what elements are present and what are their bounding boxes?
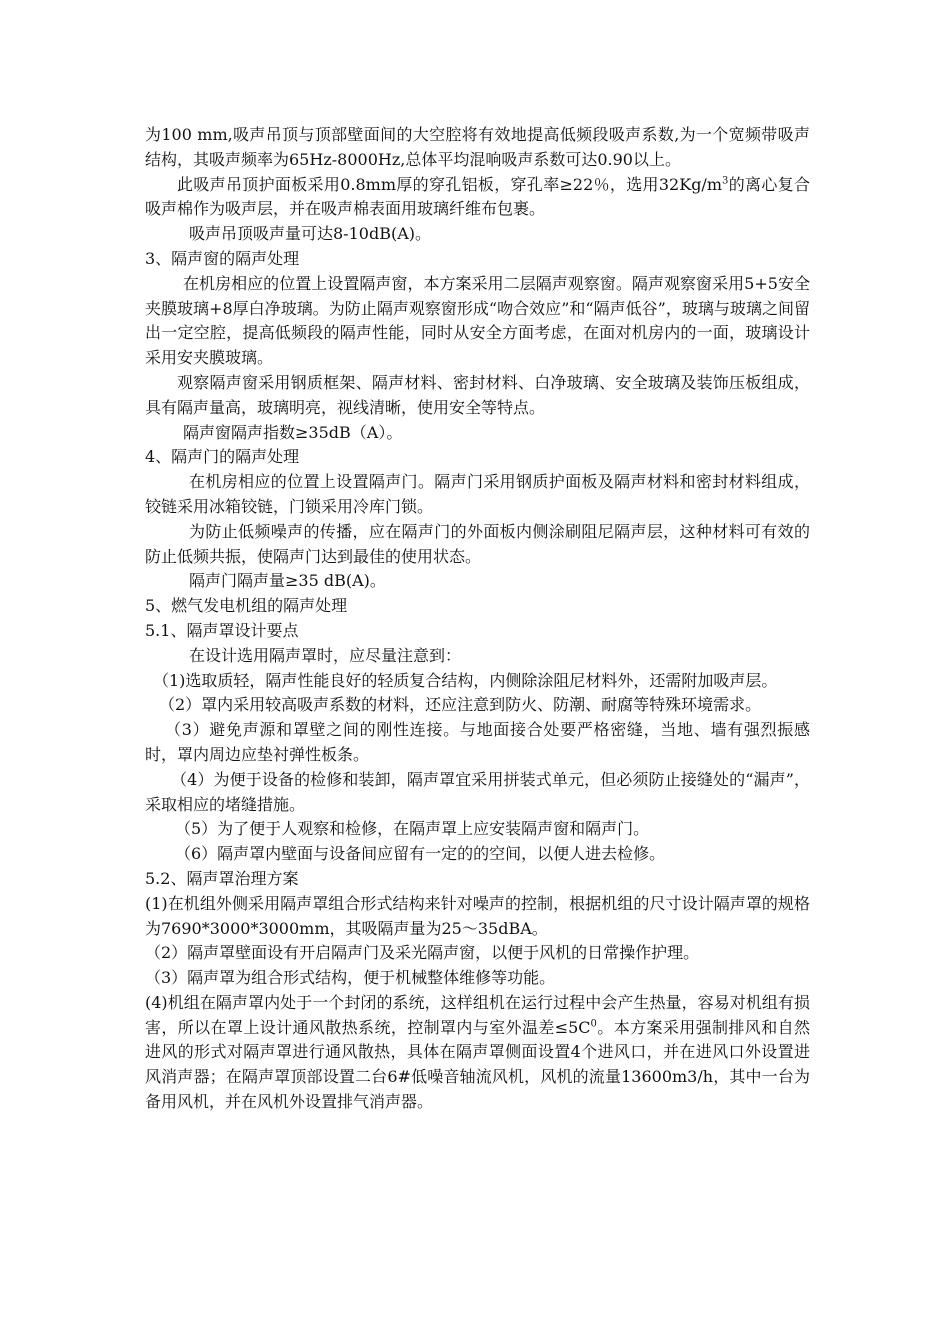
paragraph: 在机房相应的位置上设置隔声窗，本方案采用二层隔声观察窗。隔声观察窗采用5+5安全夹膜玻璃+8厚白净玻璃。为防止隔声观察窗形成“吻合效应”和“隔声低谷”，玻璃与玻璃之间留出一定空腔，提高低频段的隔声性能，同时从安全方面考虑，在面对机房内的一面，玻璃设计采用安夹膜玻璃。 — [145, 273, 810, 368]
subsection-heading: 5.1、隔声罩设计要点 — [145, 620, 299, 640]
list-item: （2）隔声罩壁面设有开启隔声门及采光隔声窗，以便于风机的日常操作护理。 — [145, 943, 700, 963]
superscript: 3 — [722, 175, 729, 187]
list-item: （3）避免声源和罩壁之间的刚性连接。与地面接合处要严格密缝，当地、墙有强烈振感时，罩内周边应垫衬弹性板条。 — [145, 720, 810, 764]
paragraph: 在设计选用隔声罩时，应尽量注意到： — [189, 645, 462, 665]
paragraph: 在机房相应的位置上设置隔声门。隔声门采用钢质护面板及隔声材料和密封材料组成，铰链采用冰箱铰链，门锁采用冷库门锁。 — [145, 472, 810, 516]
paragraph: 吸声吊顶吸声量可达8-10dB(A)。 — [189, 224, 431, 244]
paragraph — [145, 173, 810, 223]
paragraph-text: 。本方案采用强制排风和自然进风的形式对隔声罩进行通风散热，具体在隔声罩侧面设置4个进风口，并在进风口外设置进风消声器；在隔声罩顶部设置二台6#低噪音轴流风机，风机的流量13600m3/h，其中一台为备用风机，并在风机外设置排气消声器。 — [145, 1017, 810, 1112]
section-heading: 3、隔声窗的隔声处理 — [145, 248, 300, 268]
list-item: （3）隔声罩为组合形式结构，便于机械整体维修等功能。 — [145, 968, 556, 988]
list-item: （5）为了便于人观察和检修，在隔声罩上应安装隔声窗和隔声门。 — [175, 819, 650, 839]
paragraph: 隔声门隔声量≥35 dB(A)。 — [189, 571, 386, 591]
list-item: （4）为便于设备的检修和装卸，隔声罩宜采用拼装式单元，但必须防止接缝处的“漏声”，采取相应的堵缝措施。 — [145, 769, 810, 814]
subsection-heading: 5.2、隔声罩治理方案 — [145, 868, 299, 888]
superscript: 0 — [590, 1018, 597, 1030]
paragraph: 为100 mm,吸声吊顶与顶部壁面间的大空腔将有效地提高低频段吸声系数,为一个宽频带吸声结构，其吸声频率为65Hz-8000Hz,总体平均混响吸声系数可达0.90以上。 — [145, 125, 810, 169]
list-item: (1)在机组外侧采用隔声罩组合形式结构来针对噪声的控制，根据机组的尺寸设计隔声罩的规格为7690*3000*3000mm，其吸隔声量为25～35dBA。 — [145, 893, 810, 938]
paragraph-text: 此吸声吊顶护面板采用0.8mm厚的穿孔铝板，穿孔率≥22％，选用32Kg/m — [177, 174, 722, 194]
paragraph: 隔声窗隔声指数≥35dB（A）。 — [183, 422, 403, 442]
paragraph: 观察隔声窗采用钢质框架、隔声材料、密封材料、白净玻璃、安全玻璃及装饰压板组成，具有隔声量高，玻璃明亮，视线清晰，使用安全等特点。 — [145, 372, 810, 417]
list-item: （6）隔声罩内壁面与设备间应留有一定的的空间，以便人进去检修。 — [175, 844, 666, 864]
document-page — [145, 123, 810, 1115]
paragraph-text: (4)机组在隔声罩内处于一个封闭的系统，这样组机在运行过程中会产生热量，容易对机组有损害，所以在罩上设计通风散热系统，控制罩内与室外温差≤5C — [145, 992, 810, 1037]
list-item: （1)选取质轻，隔声性能良好的轻质复合结构，内侧除涂阻尼材料外，还需附加吸声层。 — [153, 670, 778, 690]
paragraph: 为防止低频噪声的传播，应在隔声门的外面板内侧涂刷阻尼隔声层，这种材料可有效的防止低频共振，使隔声门达到最佳的使用状态。 — [145, 521, 810, 566]
list-item: （2）罩内采用较高吸声系数的材料，还应注意到防火、防潮、耐腐等特殊环境需求。 — [159, 695, 762, 715]
paragraph-text: 的离心复合吸声棉作为吸声层，并在吸声棉表面用玻璃纤维布包裹。 — [145, 174, 810, 219]
section-heading: 5、燃气发电机组的隔声处理 — [145, 596, 348, 616]
section-heading: 4、隔声门的隔声处理 — [145, 447, 300, 467]
list-item — [145, 991, 810, 1115]
